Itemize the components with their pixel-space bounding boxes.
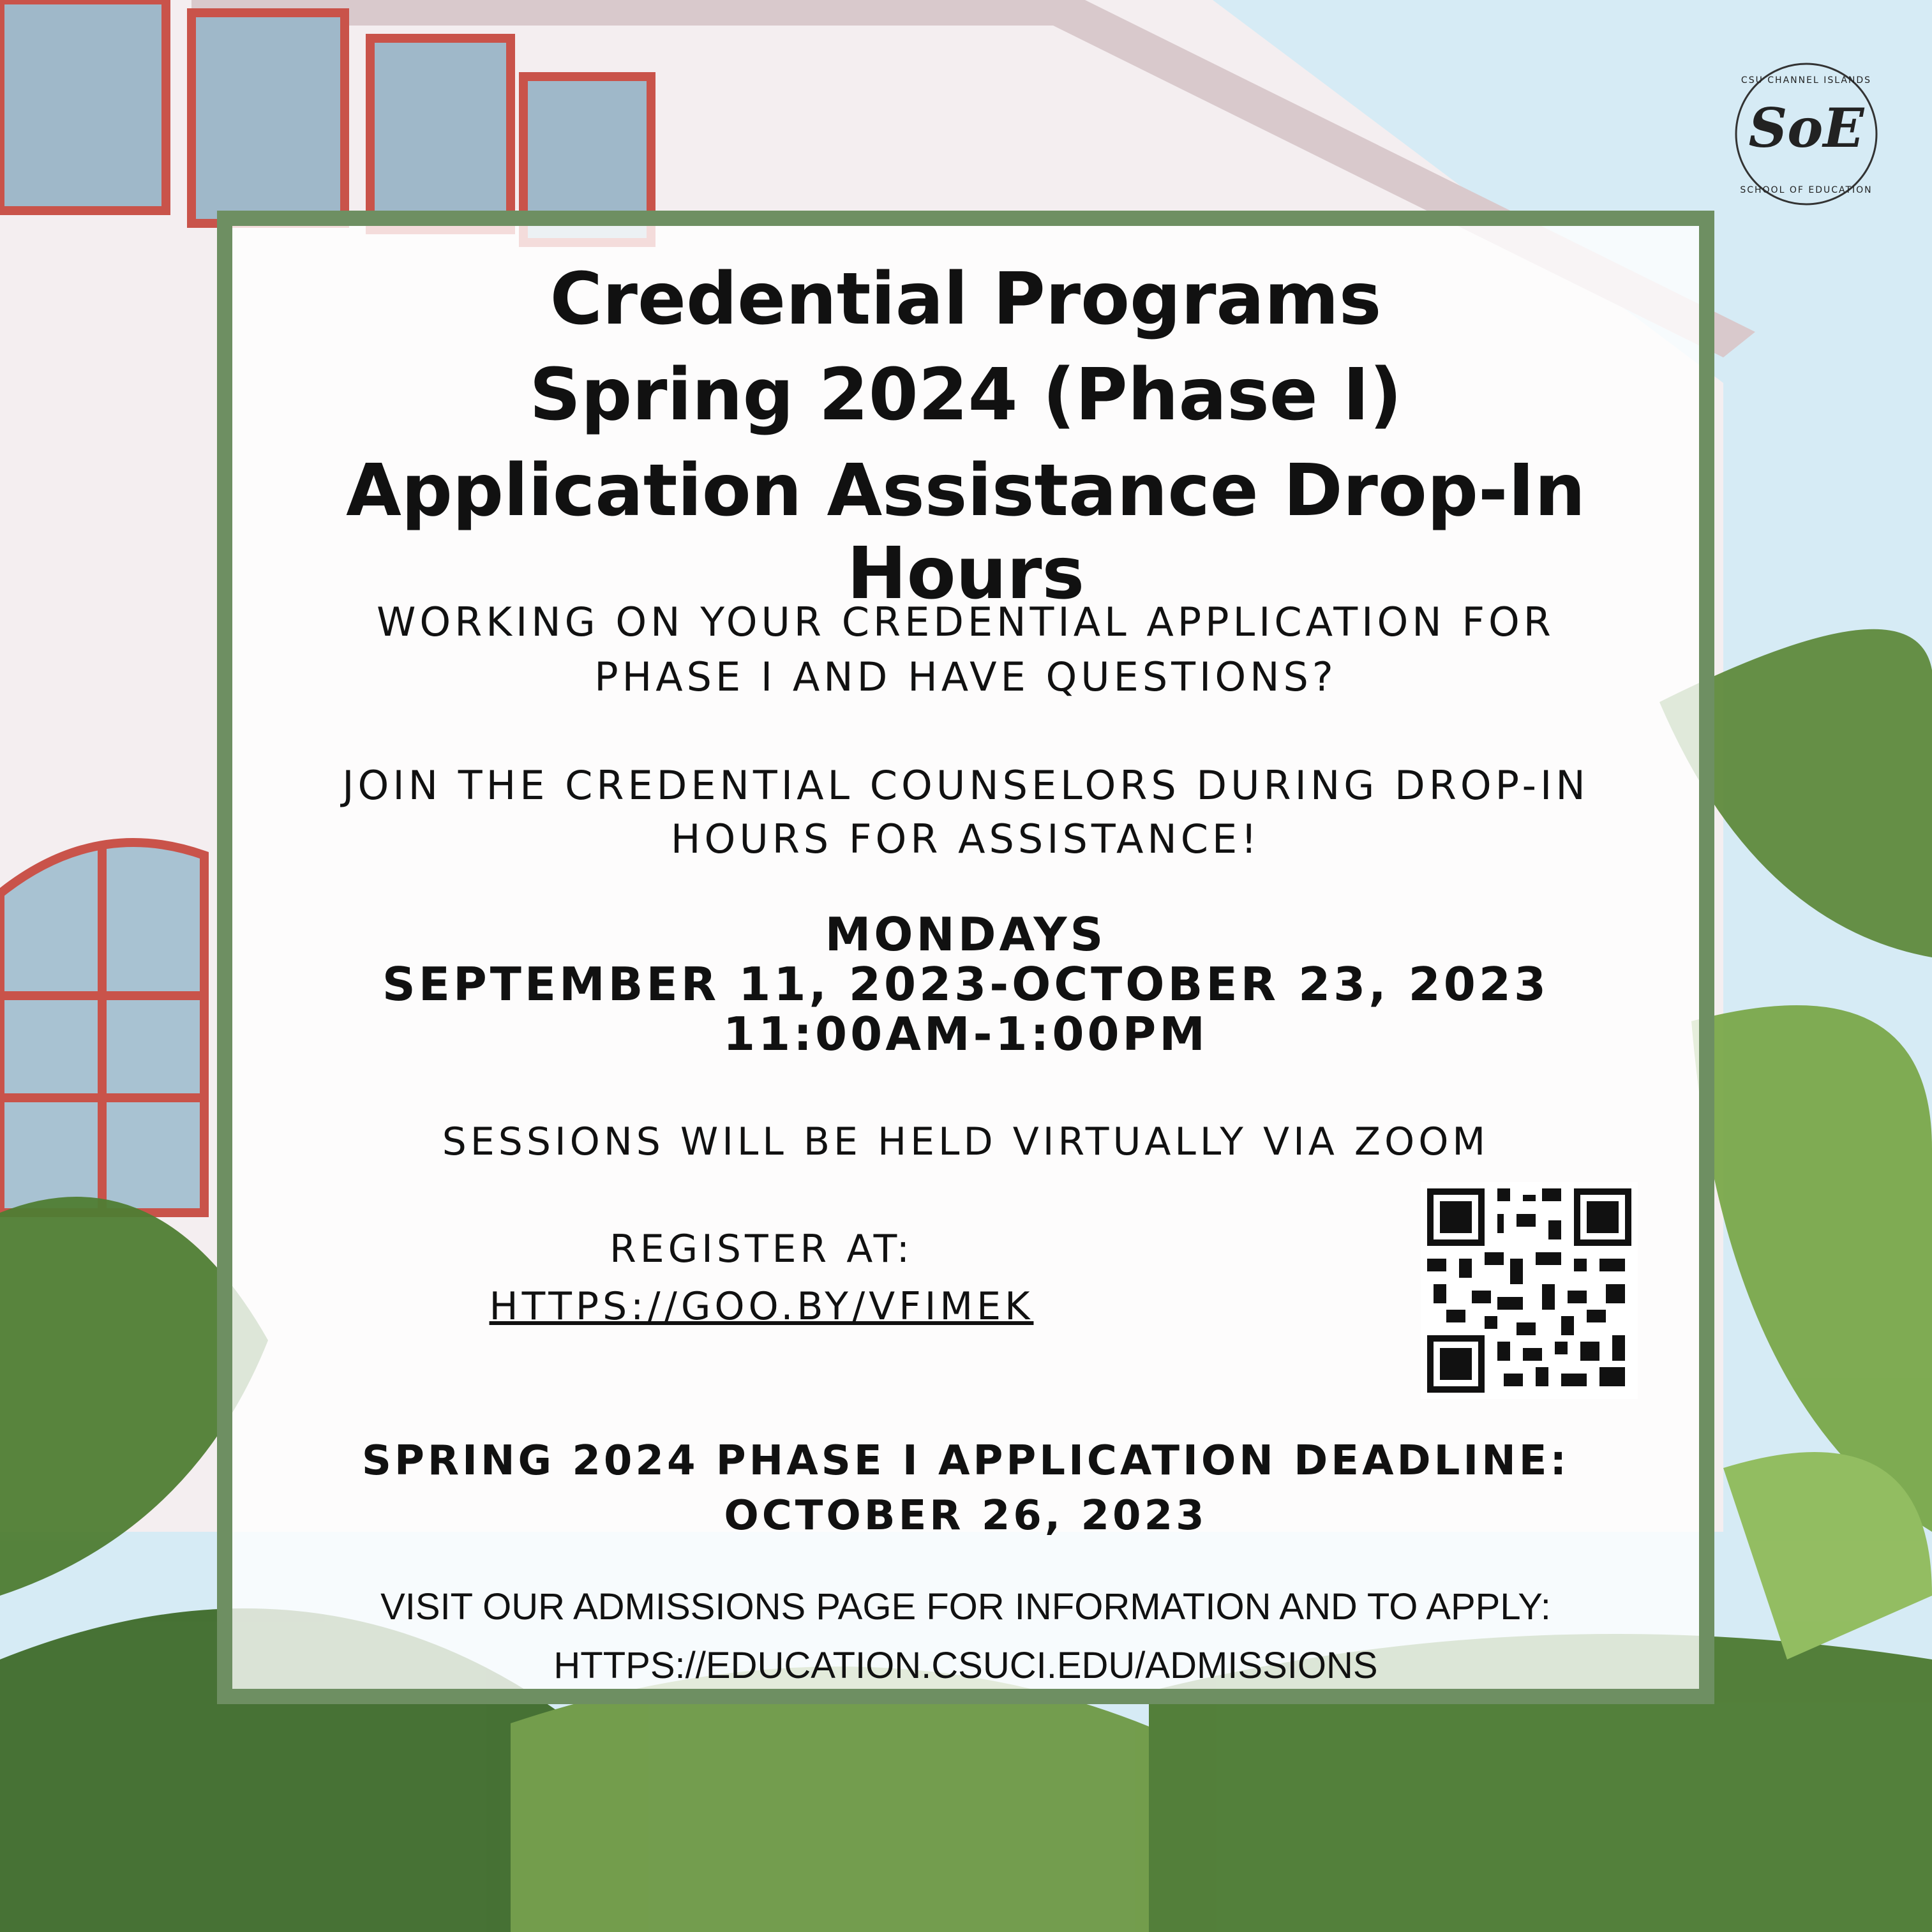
register-label: REGISTER AT: (610, 1227, 913, 1271)
admissions-link[interactable]: HTTPS://EDUCATION.CSUCI.EDU/ADMISSIONS (553, 1645, 1378, 1686)
schedule-day: MONDAYS (825, 908, 1107, 961)
svg-text:SCHOOL OF EDUCATION: SCHOOL OF EDUCATION (1740, 185, 1873, 195)
title-line-2: Spring 2024 (Phase I) (529, 354, 1402, 437)
question-line-1: WORKING ON YOUR CREDENTIAL APPLICATION FOR (377, 599, 1555, 645)
svg-text:CSU CHANNEL ISLANDS: CSU CHANNEL ISLANDS (1741, 75, 1872, 86)
info-panel (217, 211, 1714, 1704)
title-line-3: Application Assistance Drop-In Hours (346, 449, 1585, 615)
title-line-1: Credential Programs (550, 258, 1382, 341)
deadline-line-2: OCTOBER 26, 2023 (724, 1492, 1208, 1539)
question-line-2: PHASE I AND HAVE QUESTIONS? (594, 654, 1337, 700)
svg-text:SoE: SoE (1748, 96, 1864, 160)
admissions-text: VISIT OUR ADMISSIONS PAGE FOR INFORMATION AND TO APPLY: (380, 1586, 1551, 1628)
join-line-1: JOIN THE CREDENTIAL COUNSELORS DURING DROP-IN (342, 762, 1589, 809)
register-link[interactable]: HTTPS://GOO.BY/VFIMEK (489, 1284, 1034, 1329)
sessions-note: SESSIONS WILL BE HELD VIRTUALLY VIA ZOOM (442, 1120, 1490, 1164)
join-line-2: HOURS FOR ASSISTANCE! (670, 816, 1261, 862)
qr-code-icon[interactable] (1421, 1182, 1638, 1399)
deadline-line-1: SPRING 2024 PHASE I APPLICATION DEADLINE: (361, 1437, 1570, 1485)
schedule-dates: SEPTEMBER 11, 2023-OCTOBER 23, 2023 (382, 957, 1550, 1011)
schedule-time: 11:00AM-1:00PM (723, 1007, 1208, 1061)
school-of-education-logo (1723, 51, 1889, 217)
